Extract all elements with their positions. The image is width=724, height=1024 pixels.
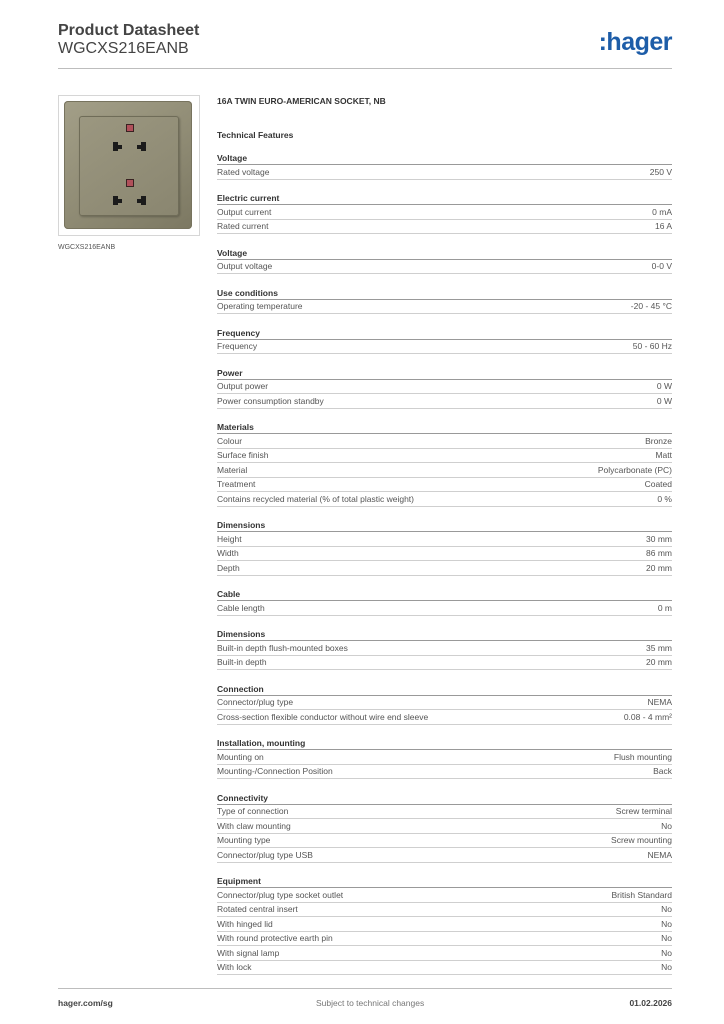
spec-row (217, 601, 672, 616)
spec-label: Built-in depth flush-mounted boxes (217, 642, 348, 653)
spec-label: Rotated central insert (217, 904, 298, 914)
spec-value: Screw mounting (611, 835, 672, 845)
spec-row (217, 961, 672, 976)
spec-row (217, 532, 672, 547)
spec-value: 0 W (656, 381, 672, 391)
spec-row (217, 463, 672, 478)
spec-row (217, 340, 672, 355)
footer-website: hager.com/sg (58, 998, 113, 1008)
section-spacer (217, 616, 672, 628)
spec-label: With round protective earth pin (217, 933, 333, 943)
spec-value: 250 V (649, 166, 672, 177)
spec-row (217, 220, 672, 235)
spec-value: 0 % (657, 493, 672, 504)
spec-label: Cross-section flexible conductor without wire end sleeve (217, 711, 429, 722)
product-code: WGCXS216EANB (58, 40, 189, 57)
image-caption: WGCXS216EANB (58, 244, 116, 251)
spec-label: Power consumption standby (217, 395, 324, 406)
spec-value: Screw terminal (615, 806, 672, 816)
spec-row (217, 394, 672, 409)
spec-label: Built-in depth (217, 657, 267, 667)
spec-value: NEMA (647, 697, 672, 707)
section-title: Voltage (217, 151, 672, 165)
footer-date: 01.02.2026 (629, 998, 672, 1008)
spec-row (217, 205, 672, 220)
spec-value: Flush mounting (613, 751, 672, 762)
spec-label: With hinged lid (217, 918, 273, 929)
spec-row (217, 765, 672, 780)
spec-label: Output current (217, 206, 272, 217)
spec-value: 16 A (654, 221, 672, 231)
section-spacer (217, 507, 672, 519)
spec-label: Connector/plug type (217, 697, 294, 707)
spec-value: 20 mm (646, 562, 672, 573)
spec-section (217, 587, 672, 616)
spec-label: Rated current (217, 221, 269, 231)
spec-label: Output power (217, 381, 269, 391)
section-title: Installation, mounting (217, 736, 672, 750)
section-title: Frequency (217, 326, 672, 340)
section-title: Use conditions (217, 286, 672, 300)
spec-value: 0 mA (652, 206, 672, 217)
spec-row (217, 946, 672, 961)
pin-bottom-right-link (137, 199, 141, 203)
spec-label: Depth (217, 562, 240, 573)
spec-value: 0 m (657, 602, 672, 613)
section-spacer (217, 314, 672, 326)
spec-row (217, 561, 672, 576)
spec-sections (217, 151, 672, 975)
section-title: Dimensions (217, 518, 672, 532)
spec-section (217, 627, 672, 670)
spec-row (217, 478, 672, 493)
spec-label: Operating temperature (217, 301, 303, 311)
pin-bottom-left-link (118, 199, 122, 203)
spec-section (217, 682, 672, 725)
pin-top-right-link (137, 145, 141, 149)
product-image (58, 95, 200, 236)
socket-inner-plate (79, 116, 179, 216)
section-title: Materials (217, 420, 672, 434)
spec-section (217, 246, 672, 275)
section-title: Equipment (217, 874, 672, 888)
spec-value: Matt (655, 450, 672, 460)
spec-value: No (661, 820, 672, 831)
spec-section (217, 326, 672, 355)
spec-row (217, 903, 672, 918)
footer-divider (58, 988, 672, 989)
spec-label: Mounting-/Connection Position (217, 766, 333, 776)
section-title: Connection (217, 682, 672, 696)
spec-label: Colour (217, 435, 243, 446)
spec-value: Polycarbonate (PC) (597, 464, 672, 475)
spec-column (217, 95, 672, 975)
spec-row (217, 492, 672, 507)
page-title: Product Datasheet (58, 22, 200, 39)
spec-value: 86 mm (646, 548, 672, 558)
spec-value: No (661, 918, 672, 929)
spec-label: Surface finish (217, 450, 269, 460)
spec-value: Bronze (645, 435, 672, 446)
spec-label: Contains recycled material (% of total plastic weight) (217, 493, 414, 504)
spec-value: No (661, 933, 672, 943)
spec-label: Treatment (217, 479, 256, 489)
spec-label: With claw mounting (217, 820, 291, 831)
spec-row (217, 888, 672, 903)
product-name: 16A TWIN EURO-AMERICAN SOCKET, NB (217, 96, 386, 106)
pin-bottom-right (141, 196, 146, 205)
spec-row (217, 165, 672, 180)
spec-label: Rated voltage (217, 166, 270, 177)
pin-top-left-link (118, 145, 122, 149)
section-title: Electric current (217, 191, 672, 205)
section-title: Voltage (217, 246, 672, 260)
spec-section (217, 736, 672, 779)
spec-value: 0-0 V (651, 261, 672, 271)
spec-label: Width (217, 548, 239, 558)
spec-value: British Standard (611, 889, 672, 900)
spec-row (217, 805, 672, 820)
section-spacer (217, 234, 672, 246)
spec-value: 0 W (656, 395, 672, 406)
spec-row (217, 834, 672, 849)
spec-row (217, 917, 672, 932)
technical-features-title: Technical Features (217, 130, 294, 140)
footer-notice: Subject to technical changes (316, 998, 425, 1008)
spec-label: Connector/plug type USB (217, 849, 313, 860)
spec-section (217, 518, 672, 576)
spec-label: Cable length (217, 602, 265, 613)
spec-section (217, 791, 672, 863)
spec-row (217, 656, 672, 671)
spec-value: 35 mm (646, 642, 672, 653)
section-spacer (217, 274, 672, 286)
spec-label: Connector/plug type socket outlet (217, 889, 344, 900)
section-title: Dimensions (217, 627, 672, 641)
spec-value: NEMA (647, 849, 672, 860)
spec-value: -20 - 45 °C (630, 301, 672, 311)
spec-value: No (661, 904, 672, 914)
spec-section (217, 874, 672, 975)
spec-value: 30 mm (646, 533, 672, 544)
spec-row (217, 750, 672, 765)
spec-value: Back (653, 766, 672, 776)
socket-plate (64, 101, 192, 229)
spec-section (217, 151, 672, 180)
spec-section (217, 286, 672, 315)
spec-label: Height (217, 533, 242, 544)
section-title: Connectivity (217, 791, 672, 805)
header-divider (58, 68, 672, 69)
spec-row (217, 380, 672, 395)
spec-value: 50 - 60 Hz (632, 341, 672, 351)
spec-label: Material (217, 464, 248, 475)
spec-row (217, 260, 672, 275)
spec-section (217, 420, 672, 507)
spec-row (217, 932, 672, 947)
spec-value: 0.08 - 4 mm² (623, 711, 672, 722)
spec-label: Mounting on (217, 751, 264, 762)
earth-slot-bottom (126, 179, 134, 187)
spec-value: No (661, 947, 672, 958)
section-spacer (217, 779, 672, 791)
earth-slot-top (126, 124, 134, 132)
spec-label: With lock (217, 962, 252, 972)
spec-label: Output voltage (217, 261, 273, 271)
spec-value: No (661, 962, 672, 972)
spec-row (217, 641, 672, 656)
spec-section (217, 191, 672, 234)
section-title: Power (217, 366, 672, 380)
spec-label: With signal lamp (217, 947, 280, 958)
section-spacer (217, 576, 672, 588)
pin-top-right (141, 142, 146, 151)
spec-row (217, 848, 672, 863)
section-spacer (217, 670, 672, 682)
spec-value: Coated (644, 479, 672, 489)
spec-row (217, 710, 672, 725)
section-spacer (217, 725, 672, 737)
spec-section (217, 366, 672, 409)
section-title: Cable (217, 587, 672, 601)
spec-label: Frequency (217, 341, 258, 351)
spec-row (217, 696, 672, 711)
section-spacer (217, 863, 672, 875)
spec-row (217, 434, 672, 449)
section-spacer (217, 354, 672, 366)
section-spacer (217, 409, 672, 421)
hager-logo: :hager (598, 28, 672, 56)
spec-row (217, 449, 672, 464)
spec-label: Mounting type (217, 835, 271, 845)
section-spacer (217, 180, 672, 192)
spec-value: 20 mm (646, 657, 672, 667)
spec-row (217, 547, 672, 562)
spec-row (217, 819, 672, 834)
spec-row (217, 300, 672, 315)
spec-label: Type of connection (217, 806, 289, 816)
